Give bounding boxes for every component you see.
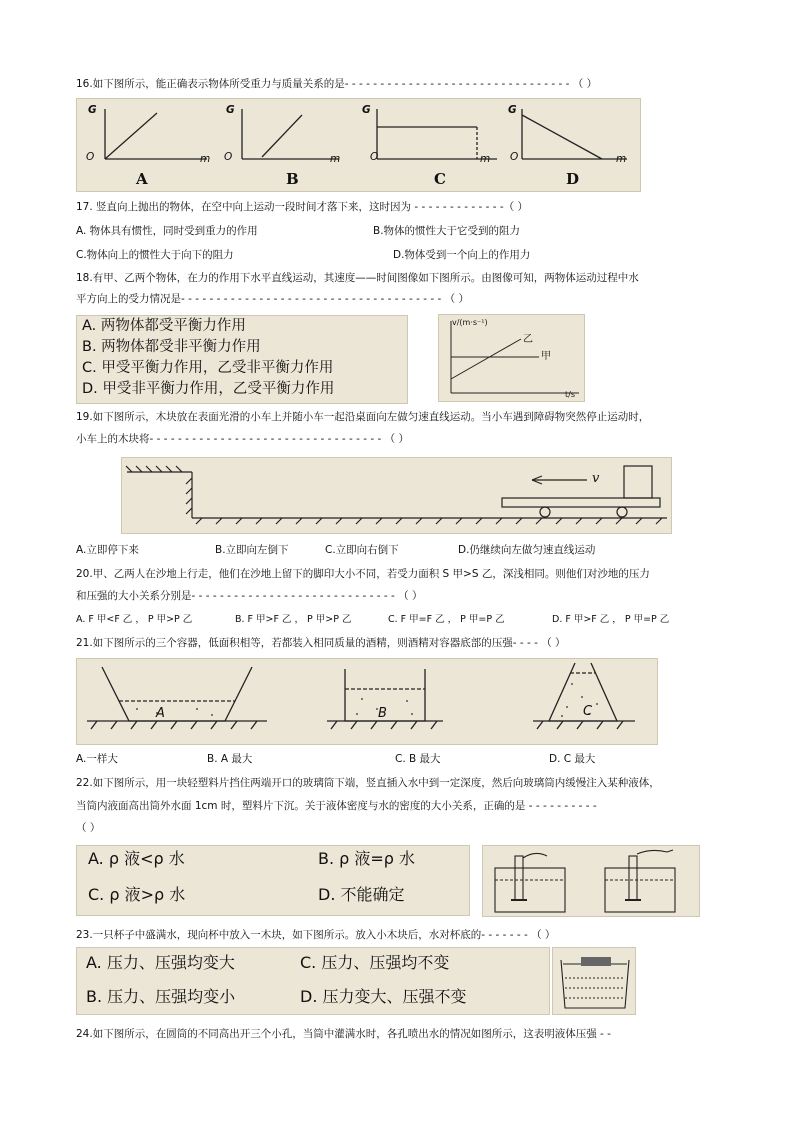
q16-figure — [76, 98, 641, 192]
q18-label-yi: 乙 — [523, 334, 533, 345]
q16-d-origin: O — [510, 151, 519, 163]
q16-d-axis-x: m — [616, 153, 627, 165]
q23-option-c: C. 压力、压强均不变 — [300, 953, 450, 972]
q23-option-d: D. 压力变大、压强不变 — [300, 987, 467, 1006]
q17-option-b: B.物体的惯性大于它受到的阻力 — [373, 225, 521, 237]
q16-b-axis-x: m — [330, 153, 341, 165]
q16-a-axis-x: m — [200, 153, 211, 165]
q22-stem-line3: （ ） — [76, 822, 101, 834]
q22-option-b: B. ρ 液=ρ 水 — [318, 849, 416, 868]
q16-a-origin: O — [86, 151, 95, 163]
q16-label-b: B — [286, 170, 299, 188]
q16-d-axis-y: G — [508, 104, 517, 116]
q18-stem-line1: 18.有甲、乙两个物体，在力的作用下水平直线运动，其速度——时间图像如下图所示。由图像可知，两物体运动过程中水 — [76, 272, 639, 284]
q16-b-axis-y: G — [226, 104, 235, 116]
q17-stem: 17. 竖直向上抛出的物体，在空中向上运动一段时间才落下来，这时因为 - - - - - - - - - - - - -（ ） — [76, 201, 529, 213]
q23-cup-figure — [552, 947, 636, 1015]
q19-option-a: A.立即停下来 — [76, 544, 139, 556]
q24-stem: 24.如下图所示，在圆筒的不同高出开三个小孔，当筒中灌满水时，各孔喷出水的情况如图所示，这表明液体压强 - - — [76, 1028, 611, 1040]
q21-label-c: C — [583, 704, 593, 719]
q18-option-c: C. 甲受平衡力作用，乙受非平衡力作用 — [82, 360, 334, 376]
q16-a-axis-y: G — [88, 104, 97, 116]
q20-stem-line1: 20.甲、乙两人在沙地上行走，他们在沙地上留下的脚印大小不同，若受力面积 S 甲>S 乙，深浅相同。则他们对沙地的压力 — [76, 568, 650, 580]
q18-option-d: D. 甲受非平衡力作用，乙受平衡力作用 — [82, 381, 335, 397]
q21-option-b: B. A 最大 — [207, 753, 253, 765]
q23-option-a: A. 压力、压强均变大 — [86, 953, 235, 972]
q16-label-c: C — [434, 170, 446, 188]
q20-option-c: C. F 甲=F 乙 ， P 甲=P 乙 — [388, 614, 505, 625]
q21-stem: 21.如下图所示的三个容器，低面积相等，若都装入相同质量的酒精，则酒精对容器底部的压强- - - - （ ） — [76, 637, 566, 649]
q21-option-c: C. B 最大 — [395, 753, 441, 765]
q18-stem-line2: 平方向上的受力情况是- - - - - - - - - - - - - - - - - - - - - - - - - - - - - - - - - - - - - （ ） — [76, 293, 470, 305]
q20-option-a: A. F 甲<F 乙 ， P 甲>P 乙 — [76, 614, 193, 625]
q19-cart-figure — [121, 457, 672, 534]
q19-option-c: C.立即向右倒下 — [325, 544, 399, 556]
q18-option-a: A. 两物体都受平衡力作用 — [82, 318, 246, 334]
q23-option-b: B. 压力、压强均变小 — [86, 987, 236, 1006]
q19-cart — [502, 498, 660, 507]
q16-label-a: A — [136, 170, 148, 188]
q16-label-d: D — [566, 170, 580, 188]
q23-stem: 23.一只杯子中盛满水，现向杯中放入一木块，如下图所示。放入小木块后，水对杯底的- - - - - - - （ ） — [76, 929, 556, 941]
q21-containers-figure — [76, 658, 658, 745]
q19-velocity-label: v — [592, 471, 600, 486]
q16-graph-b — [242, 109, 339, 159]
q19-stem-line1: 19.如下图所示，木块放在表面光滑的小车上并随小车一起沿桌面向左做匀速直线运动。当小车遇到障碍物突然停止运动时， — [76, 411, 650, 423]
q16-c-axis-x: m — [480, 153, 491, 165]
q22-stem-line2: 当筒内液面高出筒外水面 1cm 时，塑料片下沉。关于液体密度与水的密度的大小关系，正确的是 - - - - - - - - - - — [76, 800, 597, 812]
q17-option-c: C.物体向上的惯性大于向下的阻力 — [76, 249, 234, 261]
q19-block — [624, 466, 652, 498]
q21-label-a: A — [156, 706, 165, 721]
q21-option-d: D. C 最大 — [549, 753, 596, 765]
q21-option-a: A.一样大 — [76, 753, 118, 765]
q16-stem: 16.如下图所示，能正确表示物体所受重力与质量关系的是- - - - - - - - - - - - - - - - - - - - - - - - - - - - - - - - （ ） — [76, 78, 598, 90]
q19-option-b: B.立即向左倒下 — [215, 544, 289, 556]
q16-b-origin: O — [224, 151, 233, 163]
q16-graph-c — [377, 109, 497, 159]
q16-c-axis-y: G — [362, 104, 371, 116]
q22-option-a: A. ρ 液<ρ 水 — [88, 849, 185, 868]
q16-graph-d — [522, 109, 627, 159]
q16-c-origin: O — [370, 151, 379, 163]
q17-option-d: D.物体受到一个向上的作用力 — [393, 249, 531, 261]
q18-line-yi — [451, 339, 521, 379]
q22-tubes-figure — [482, 845, 700, 917]
q18-label-jia: 甲 — [541, 351, 551, 362]
q18-ylabel: v/(m·s⁻¹) — [452, 318, 488, 327]
q17-option-a: A. 物体具有惯性，同时受到重力的作用 — [76, 225, 258, 237]
q22-option-d: D. 不能确定 — [318, 885, 405, 904]
q20-option-d: D. F 甲>F 乙 ， P 甲=P 乙 — [552, 614, 670, 625]
q20-stem-line2: 和压强的大小关系分别是- - - - - - - - - - - - - - - - - - - - - - - - - - - - - （ ） — [76, 590, 423, 602]
q22-option-c: C. ρ 液>ρ 水 — [88, 885, 186, 904]
q22-stem-line1: 22.如下图所示，用一块轻塑料片挡住两端开口的玻璃筒下端，竖直插入水中到一定深度，然后向玻璃筒内缓慢注入某种液体， — [76, 777, 660, 789]
q20-option-b: B. F 甲>F 乙 ， P 甲>P 乙 — [235, 614, 352, 625]
q19-stem-line2: 小车上的木块将- - - - - - - - - - - - - - - - - - - - - - - - - - - - - - - - - （ ） — [76, 433, 410, 445]
q21-label-b: B — [378, 706, 387, 721]
q18-xlabel: t/s — [565, 390, 575, 399]
q18-option-b: B. 两物体都受非平衡力作用 — [82, 339, 261, 355]
q19-option-d: D.仍继续向左做匀速直线运动 — [458, 544, 596, 556]
q16-graph-a — [105, 109, 207, 159]
